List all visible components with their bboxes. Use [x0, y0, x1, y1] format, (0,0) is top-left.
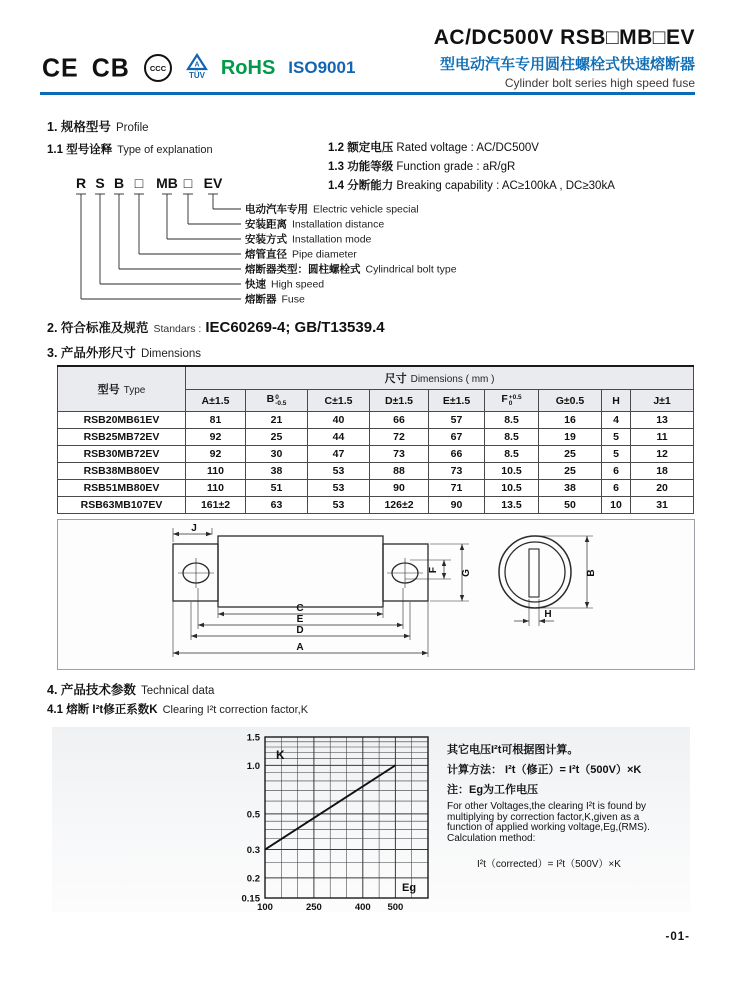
cell-value: 47 — [308, 446, 370, 463]
cell-value: 4 — [602, 412, 631, 429]
col-header-f: F+0.5 0 — [485, 390, 539, 412]
product-title-en: Cylinder bolt series high speed fuse — [504, 76, 695, 90]
svg-text:E: E — [296, 614, 304, 625]
col-header-j: J±1 — [631, 390, 694, 412]
section4-1-heading: 4.1 熔断 I²t修正系数K Clearing I²t correction factor,K — [47, 704, 309, 716]
cell-value: 16 — [539, 412, 602, 429]
col-header-b: B0 -0.5 — [246, 390, 308, 412]
cell-value: 67 — [429, 429, 485, 446]
cell-value: 92 — [186, 446, 246, 463]
cell-value: 110 — [186, 463, 246, 480]
iso9001-logo: ISO9001 — [288, 58, 356, 77]
cell-value: 8.5 — [485, 446, 539, 463]
svg-text:0.3: 0.3 — [246, 845, 260, 857]
cell-value: 25 — [539, 463, 602, 480]
svg-text:C: C — [296, 603, 304, 614]
svg-text:100: 100 — [257, 902, 273, 912]
svg-text:TÜV: TÜV — [188, 71, 205, 80]
svg-text:快速High speed: 快速 High speed — [245, 278, 325, 291]
svg-text:D: D — [296, 625, 304, 636]
cell-value: 13 — [631, 412, 694, 429]
cell-value: 73 — [370, 446, 429, 463]
cell-type: RSB63MB107EV — [58, 497, 186, 514]
svg-text:1.0: 1.0 — [246, 760, 260, 772]
cell-value: 90 — [370, 480, 429, 497]
svg-text:S: S — [95, 175, 105, 191]
outline-drawing-box — [57, 519, 695, 670]
section2-heading: 2. 符合标准及规范 Standars : IEC60269-4; GB/T13539.4 — [47, 319, 385, 336]
svg-text:EV: EV — [203, 175, 223, 191]
svg-text:0.2: 0.2 — [246, 873, 260, 885]
svg-text:400: 400 — [354, 902, 371, 912]
col-header-g: G±0.5 — [539, 390, 602, 412]
note-cn-1: 其它电压I²t可根据图计算。 — [447, 744, 579, 756]
cell-value: 25 — [246, 429, 308, 446]
note-en-paragraph: For other Voltages,the clearing I²t is found by multiplying by correction factor,K,given as a function of applied working voltage,Eg,(RMS). Calculation method: — [447, 801, 650, 844]
cell-value: 31 — [631, 497, 694, 514]
cell-value: 10 — [602, 497, 631, 514]
svg-text:MB: MB — [156, 175, 178, 191]
svg-text:熔管直径Pipe diameter: 熔管直径 Pipe diameter — [245, 248, 357, 261]
fuse-outline-drawing — [58, 520, 692, 667]
col-header-a: A±1.5 — [186, 390, 246, 412]
cell-value: 90 — [429, 497, 485, 514]
table-row — [58, 463, 694, 480]
svg-text:A: A — [194, 61, 200, 69]
cb-mark-icon: CB — [91, 52, 130, 83]
page-number: -01- — [665, 931, 690, 943]
svg-text:安装方式Installation mode: 安装方式 Installation mode — [245, 233, 372, 246]
model-code-diagram — [55, 168, 535, 313]
cell-value: 5 — [602, 429, 631, 446]
cell-value: 11 — [631, 429, 694, 446]
cell-value: 66 — [429, 446, 485, 463]
cell-value: 38 — [246, 463, 308, 480]
table-row — [58, 497, 694, 514]
cell-value: 44 — [308, 429, 370, 446]
spec-rated-voltage: 1.2 额定电压 Rated voltage : AC/DC500V — [328, 142, 539, 154]
table-row — [58, 480, 694, 497]
cell-value: 5 — [602, 446, 631, 463]
section3-heading: 3. 产品外形尺寸 Dimensions — [47, 346, 202, 360]
spec-function-grade: 1.3 功能等级 Function grade : aR/gR — [328, 161, 516, 173]
svg-text:电动汽车专用Electric vehicle special: 电动汽车专用 Electric vehicle special — [245, 203, 419, 216]
svg-text:H: H — [544, 609, 552, 620]
svg-text:J: J — [191, 523, 197, 534]
note-cn-2: 计算方法： I²t（修正）= I²t（500V）×K — [447, 764, 642, 776]
table-row — [58, 412, 694, 429]
product-title-cn: 型电动汽车专用圆柱螺栓式快速熔断器 — [439, 56, 695, 73]
col-header-e: E±1.5 — [429, 390, 485, 412]
svg-text:CCC: CCC — [149, 64, 166, 73]
cell-value: 30 — [246, 446, 308, 463]
col-header-c: C±1.5 — [308, 390, 370, 412]
cell-type: RSB20MB61EV — [58, 412, 186, 429]
svg-text:熔断器类型：圆柱螺栓式Cylindrical bolt ty: 熔断器类型：圆柱螺栓式 Cylindrical bolt type — [245, 263, 457, 276]
note-cn-3: 注：Eg为工作电压 — [447, 784, 539, 796]
section4-heading: 4. 产品技术参数 Technical data — [47, 683, 215, 697]
col-header-d: D±1.5 — [370, 390, 429, 412]
cell-value: 63 — [246, 497, 308, 514]
cell-value: 110 — [186, 480, 246, 497]
tuv-mark-icon — [186, 53, 208, 83]
section1-heading: 1. 规格型号 Profile — [47, 120, 149, 134]
svg-text:□: □ — [183, 175, 193, 191]
cell-value: 8.5 — [485, 412, 539, 429]
cell-value: 73 — [429, 463, 485, 480]
col-header-h: H — [602, 390, 631, 412]
svg-text:安装距离Installation distance: 安装距离 Installation distance — [245, 218, 385, 231]
document-title-block — [434, 26, 695, 90]
cell-value: 57 — [429, 412, 485, 429]
svg-text:R: R — [75, 175, 87, 191]
col-header-dimensions: 尺寸 Dimensions ( mm ) — [186, 366, 694, 390]
svg-text:F: F — [428, 566, 439, 574]
cell-value: 66 — [370, 412, 429, 429]
cell-value: 71 — [429, 480, 485, 497]
cell-value: 53 — [308, 497, 370, 514]
cell-value: 12 — [631, 446, 694, 463]
spec-breaking-capability: 1.4 分断能力 Breaking capability : AC≥100kA , DC≥30kA — [328, 180, 615, 192]
svg-text:□: □ — [134, 175, 144, 191]
cell-value: 6 — [602, 480, 631, 497]
ce-mark-icon: CE — [42, 52, 79, 83]
cell-value: 126±2 — [370, 497, 429, 514]
certification-logos — [42, 50, 355, 86]
svg-text:250: 250 — [305, 902, 322, 912]
cell-value: 51 — [246, 480, 308, 497]
svg-text:熔断器Fuse: 熔断器 Fuse — [245, 293, 305, 306]
svg-text:1.5: 1.5 — [246, 732, 260, 744]
correction-factor-panel — [52, 727, 690, 912]
cell-value: 92 — [186, 429, 246, 446]
product-model-title: AC/DC500V RSB□MB□EV — [433, 26, 695, 49]
cell-value: 8.5 — [485, 429, 539, 446]
cell-value: 25 — [539, 446, 602, 463]
cell-value: 20 — [631, 480, 694, 497]
section1-1-heading: 1.1 型号诠释 Type of explanation — [47, 144, 213, 156]
table-row — [58, 429, 694, 446]
dimensions-table — [57, 365, 694, 514]
cell-type: RSB38MB80EV — [58, 463, 186, 480]
svg-text:A: A — [296, 642, 304, 653]
cell-type: RSB25MB72EV — [58, 429, 186, 446]
cell-value: 161±2 — [186, 497, 246, 514]
cell-value: 53 — [308, 480, 370, 497]
svg-text:500: 500 — [387, 902, 404, 912]
svg-text:G: G — [461, 569, 472, 577]
cell-value: 19 — [539, 429, 602, 446]
cell-value: 10.5 — [485, 463, 539, 480]
correction-formula: I²t（corrected）= I²t（500V）×K — [477, 859, 621, 870]
cell-type: RSB51MB80EV — [58, 480, 186, 497]
cell-value: 10.5 — [485, 480, 539, 497]
cell-value: 53 — [308, 463, 370, 480]
svg-text:Eg: Eg — [402, 882, 417, 894]
svg-text:B: B — [113, 175, 125, 191]
cell-value: 38 — [539, 480, 602, 497]
col-header-type: 型号 Type — [58, 366, 186, 412]
cell-value: 6 — [602, 463, 631, 480]
cell-value: 72 — [370, 429, 429, 446]
ccc-mark-icon — [143, 53, 173, 83]
table-row — [58, 446, 694, 463]
svg-text:0.5: 0.5 — [246, 809, 260, 821]
rohs-logo: RoHS — [220, 56, 276, 79]
cell-value: 88 — [370, 463, 429, 480]
cell-type: RSB30MB72EV — [58, 446, 186, 463]
cell-value: 18 — [631, 463, 694, 480]
svg-text:0.15: 0.15 — [241, 893, 260, 905]
cell-value: 40 — [308, 412, 370, 429]
cell-value: 13.5 — [485, 497, 539, 514]
svg-text:K: K — [276, 748, 285, 762]
cell-value: 21 — [246, 412, 308, 429]
cell-value: 50 — [539, 497, 602, 514]
cell-value: 81 — [186, 412, 246, 429]
svg-text:B: B — [586, 569, 597, 577]
header-divider — [40, 92, 695, 95]
